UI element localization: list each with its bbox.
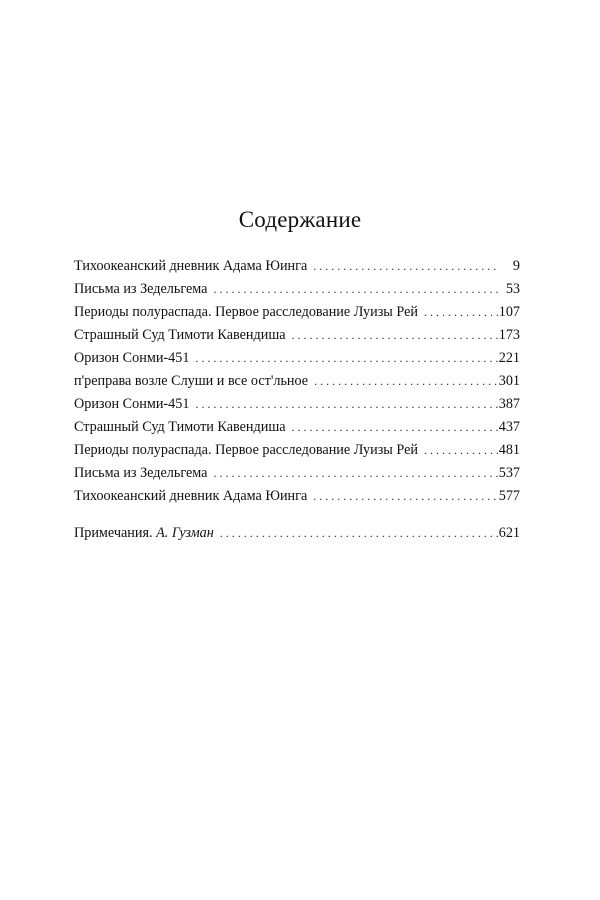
toc-entry-title: Периоды полураспада. Первое расследование Луизы Рей	[74, 304, 418, 320]
notes-author: А. Гузман	[156, 525, 214, 541]
toc-leader-dots	[213, 466, 498, 481]
toc-entry	[74, 465, 520, 488]
toc-entry-title: Оризон Сонми-451	[74, 396, 190, 412]
toc-notes-title	[74, 525, 220, 542]
toc-leader-dots	[313, 489, 498, 504]
toc-entry-page: 9	[512, 258, 520, 274]
toc-entry	[74, 281, 520, 304]
toc-entry-notes	[74, 525, 520, 548]
toc-entry	[74, 327, 520, 350]
toc-leader-dots	[314, 374, 498, 389]
toc-entry-page: 481	[498, 442, 520, 458]
toc-leader-dots	[195, 351, 498, 366]
toc-entry-page: 53	[505, 281, 520, 297]
toc-entry-page: 387	[498, 396, 520, 412]
toc-entry	[74, 419, 520, 442]
toc-leader-dots	[424, 305, 498, 320]
toc-spacer	[74, 511, 520, 525]
toc-entry-title: Страшный Суд Тимоти Кавендиша	[74, 327, 286, 343]
toc-leader-dots	[213, 282, 498, 297]
toc-entry-page: 437	[498, 419, 520, 435]
notes-label: Примечания.	[74, 525, 153, 541]
toc-entry-page: 577	[498, 488, 520, 504]
toc-entry	[74, 396, 520, 419]
toc-leader-dots	[313, 259, 498, 274]
toc-entry-title: Периоды полураспада. Первое расследование Луизы Рей	[74, 442, 418, 458]
toc-entry-page: 537	[498, 465, 520, 481]
toc-entry-page: 173	[498, 327, 520, 343]
toc-entry-title: п'реправа возле Слуши и все ост'льное	[74, 373, 309, 389]
toc-entry-page: 107	[498, 304, 520, 320]
toc-entry-title: Тихоокеанский дневник Адама Юинга	[74, 488, 308, 504]
toc-entry-page: 621	[498, 525, 520, 541]
toc-leader-dots	[220, 526, 498, 541]
toc-entry-page: 221	[498, 350, 520, 366]
toc-entry-title: Страшный Суд Тимоти Кавендиша	[74, 419, 286, 435]
toc-entry	[74, 304, 520, 327]
toc-entry	[74, 350, 520, 373]
toc-entry-title: Тихоокеанский дневник Адама Юинга	[74, 258, 308, 274]
toc-entry	[74, 258, 520, 281]
toc-entry-title: Оризон Сонми-451	[74, 350, 190, 366]
toc-entry	[74, 442, 520, 465]
toc-leader-dots	[292, 420, 498, 435]
toc-entry-page: 301	[498, 373, 520, 389]
toc-entry-title: Письма из Зедельгема	[74, 465, 208, 481]
toc-entry-title: Письма из Зедельгема	[74, 281, 208, 297]
toc-entry	[74, 373, 520, 396]
table-of-contents	[74, 258, 520, 548]
toc-entry	[74, 488, 520, 511]
toc-leader-dots	[292, 328, 498, 343]
toc-title: Содержание	[238, 207, 362, 232]
toc-leader-dots	[195, 397, 498, 412]
toc-leader-dots	[424, 443, 498, 458]
